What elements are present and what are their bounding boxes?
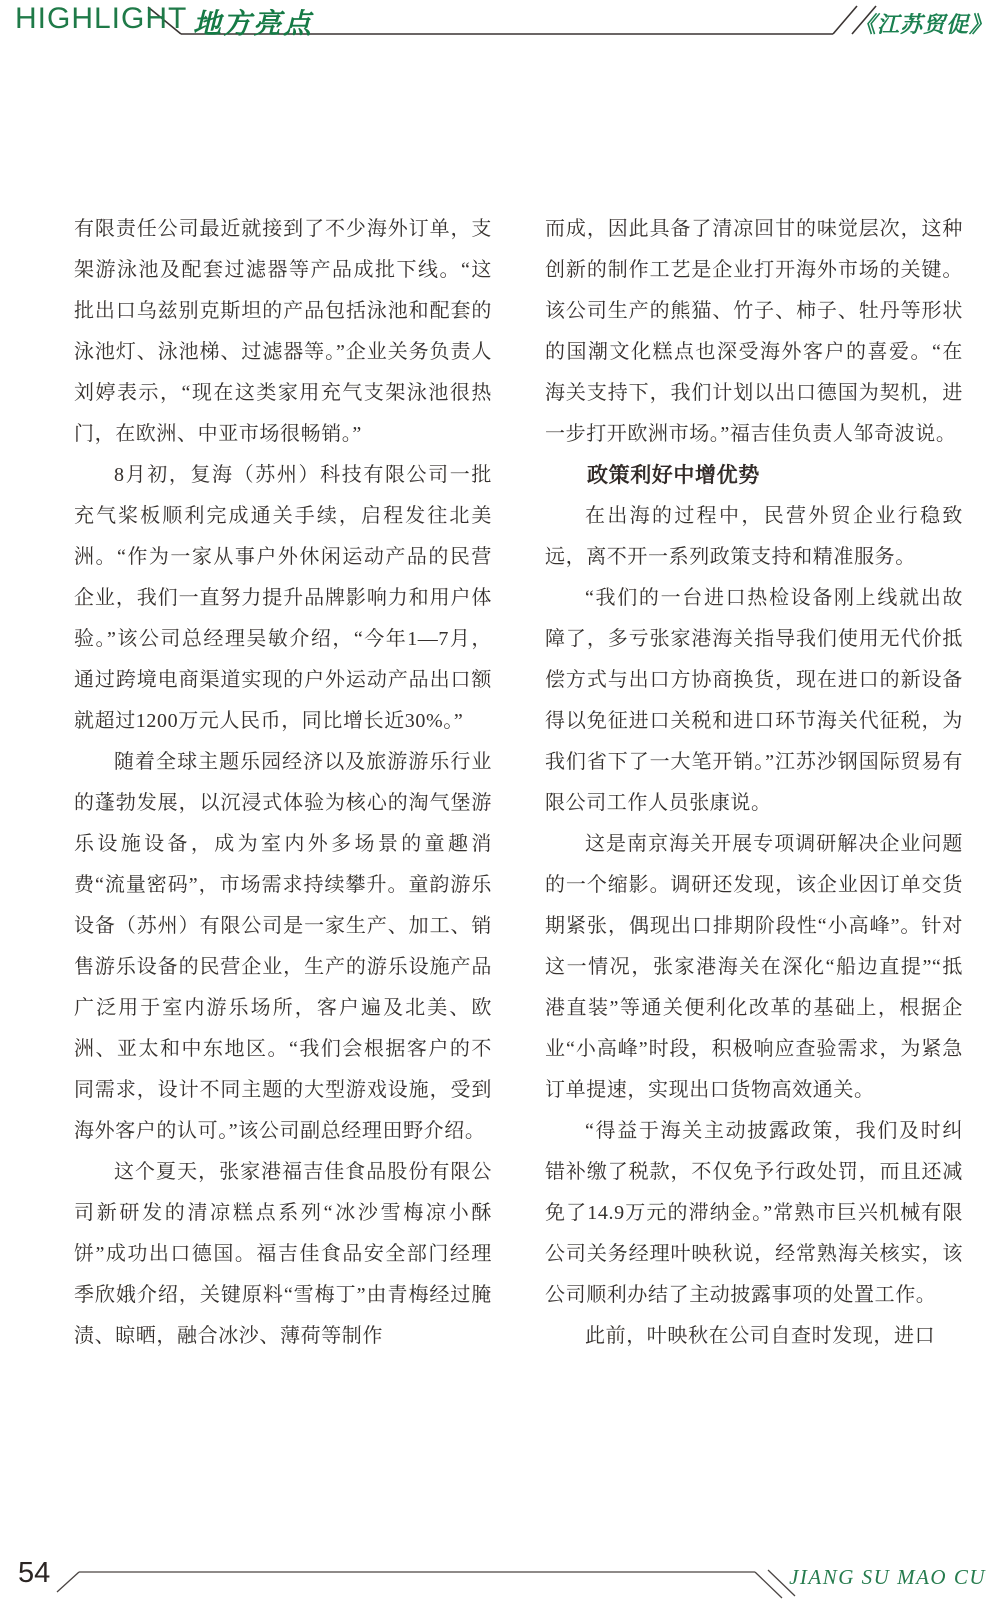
page-footer	[0, 1545, 1000, 1602]
magazine-title-en: JIANG SU MAO CU	[789, 1565, 986, 1589]
article-paragraph: “我们的一台进口热检设备刚上线就出故障了，多亏张家港海关指导我们使用无代价抵偿方式与出口方协商换货，现在进口的新设备得以免征进口关税和进口环节海关代征税，为我们省下了一大笔开销。”江苏沙钢国际贸易有限公司工作人员张康说。	[545, 587, 963, 814]
article-paragraph: 而成，因此具备了清凉回甘的味觉层次，这种创新的制作工艺是企业打开海外市场的关键。该公司生产的熊猫、竹子、柿子、牡丹等形状的国潮文化糕点也深受海外客户的喜爱。“在海关支持下，我们计划以出口德国为契机，进一步打开欧洲市场。”福吉佳负责人邹奇波说。	[545, 218, 963, 445]
article-column-left	[74, 209, 492, 1357]
article-paragraph: 有限责任公司最近就接到了不少海外订单，支架游泳池及配套过滤器等产品成批下线。“这批出口乌兹别克斯坦的产品包括泳池和配套的泳池灯、泳池梯、过滤器等。”企业关务负责人刘婷表示，“现在这类家用充气支架泳池很热门，在欧洲、中亚市场很畅销。”	[74, 218, 492, 445]
article-paragraph: 这是南京海关开展专项调研解决企业问题的一个缩影。调研还发现，该企业因订单交货期紧张，偶现出口排期阶段性“小高峰”。针对这一情况，张家港海关在深化“船边直提”“抵港直装”等通关便利化改革的基础上，根据企业“小高峰”时段，积极响应查验需求，为紧急订单提速，实现出口货物高效通关。	[545, 833, 963, 1101]
article-paragraph: 随着全球主题乐园经济以及旅游游乐行业的蓬勃发展，以沉浸式体验为核心的淘气堡游乐设施设备，成为室内外多场景的童趣消费“流量密码”，市场需求持续攀升。童韵游乐设备（苏州）有限公司是一家生产、加工、销售游乐设备的民营企业，生产的游乐设施产品广泛用于室内游乐场所，客户遍及北美、欧洲、亚太和中东地区。“我们会根据客户的不同需求，设计不同主题的大型游戏设施，受到海外客户的认可。”该公司副总经理田野介绍。	[74, 751, 492, 1142]
article-paragraph: 8月初，复海（苏州）科技有限公司一批充气桨板顺利完成通关手续，启程发往北美洲。“作为一家从事户外休闲运动产品的民营企业，我们一直努力提升品牌影响力和用户体验。”该公司总经理吴敏介绍，“今年1—7月，通过跨境电商渠道实现的户外运动产品出口额就超过1200万元人民币，同比增长近30%。”	[74, 464, 492, 732]
article-paragraph: 此前，叶映秋在公司自查时发现，进口	[585, 1325, 936, 1347]
magazine-title-cn: 《江苏贸促》	[853, 12, 992, 38]
page-number: 54	[18, 1557, 51, 1589]
article-column-right	[545, 209, 963, 1357]
article-paragraph: “得益于海关主动披露政策，我们及时纠错补缴了税款，不仅免予行政处罚，而且还减免了14.9万元的滞纳金。”常熟市巨兴机械有限公司关务经理叶映秋说，经常熟海关核实，该公司顺利办结了主动披露事项的处置工作。	[545, 1120, 963, 1306]
page-header	[0, 0, 1000, 60]
article-paragraph: 这个夏天，张家港福吉佳食品股份有限公司新研发的清凉糕点系列“冰沙雪梅凉小酥饼”成功出口德国。福吉佳食品安全部门经理季欣娥介绍，关键原料“雪梅丁”由青梅经过腌渍、晾晒，融合冰沙、薄荷等制作	[74, 1161, 492, 1347]
section-heading: 政策利好中增优势	[587, 464, 760, 487]
section-label-en: HIGHLIGHT	[15, 2, 188, 35]
article-paragraph: 在出海的过程中，民营外贸企业行稳致远，离不开一系列政策支持和精准服务。	[545, 505, 963, 568]
section-label-cn: 地方亮点	[193, 7, 314, 40]
